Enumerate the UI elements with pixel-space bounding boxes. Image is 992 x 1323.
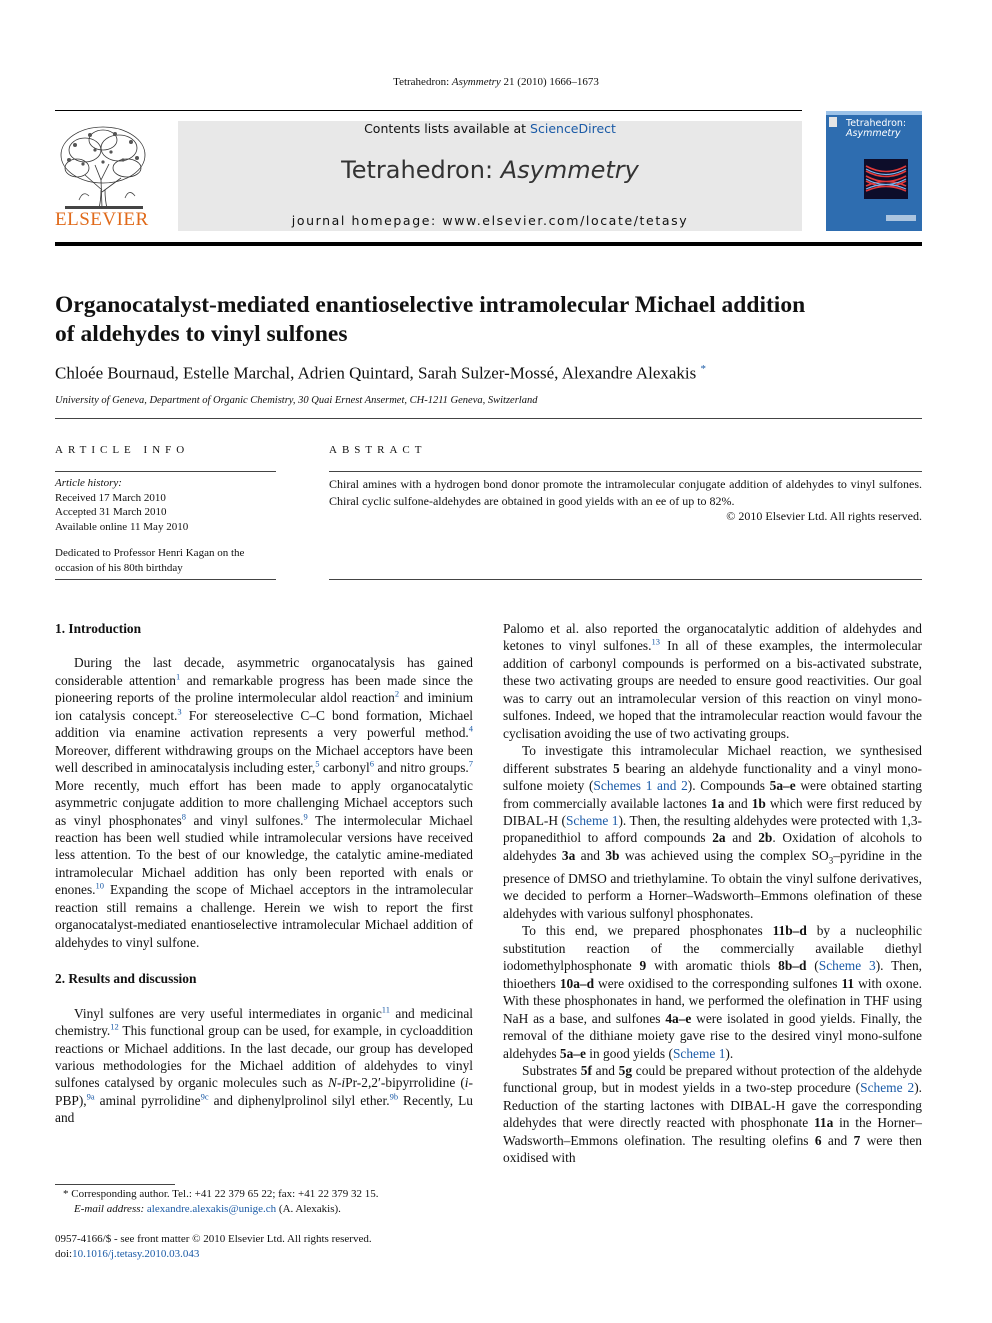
issn-line: 0957-4166/$ - see front matter © 2010 Elsevier Ltd. All rights reserved.: [55, 1233, 372, 1245]
email-suffix: (A. Alexakis).: [278, 1202, 341, 1215]
dedication: [55, 546, 276, 576]
body-column-left: [55, 620, 473, 1127]
article-history: [55, 476, 276, 534]
body-paragraph: To investigate this intramolecular Michael reaction, we synthesised different substrates 5 bearing an aldehyde functionality and a vinyl mono-sulfone moiety (Schemes 1 and 2). Compounds 5a–e were obtained starting from commercially available lactones 1a and 1b which were first reduced by DIBAL-H (Scheme 1). Then, the resulting aldehydes were protected with 1,3-propanedithiol to afford compounds 2a and 2b. Oxidation of alcohols to aldehydes 3a and 3b was achieved using the complex $SO_3$–pyridine in the presence of DMSO and triethylamine. To obtain the vinyl sulfone derivatives, we decided to perform a Horner–Wadsworth–Emmons olefination of these aldehydes with various sulfonyl phosphonates.: [503, 743, 923, 921]
running-head: [0, 76, 992, 88]
cover-title-roman: Tetrahedron:: [846, 118, 907, 129]
article-title-line2: of aldehydes to vinyl sulfones: [55, 321, 348, 347]
email-link[interactable]: alexandre.alexakis@unige.ch: [146, 1202, 277, 1215]
received-date: Received 17 March 2010: [55, 491, 166, 504]
article-info-rule: [55, 471, 276, 472]
journal-title-italic: Asymmetry: [500, 156, 639, 184]
running-head-volume: 21 (2010) 1666–1673: [503, 76, 599, 88]
accepted-date: Accepted 31 March 2010: [55, 506, 167, 519]
authors-text: Chloée Bournaud, Estelle Marchal, Adrien Quintard, Sarah Sulzer-Mossé, Alexandre Alexakis: [55, 363, 697, 383]
online-date: Available online 11 May 2010: [55, 520, 189, 533]
contents-prefix: Contents lists available at: [364, 121, 527, 136]
footnote-rule: [55, 1184, 175, 1185]
footnote-mark: *: [63, 1188, 69, 1200]
dedication-line2: occasion of his 80th birthday: [55, 562, 183, 574]
footnote: [55, 1187, 473, 1216]
abstract-rule: [329, 471, 922, 472]
cover-title-italic: Asymmetry: [846, 128, 901, 139]
abstract-heading: ABSTRACT: [329, 444, 427, 456]
dedication-line1: Dedicated to Professor Henri Kagan on the: [55, 547, 245, 559]
journal-title-roman: Tetrahedron:: [341, 156, 494, 184]
running-head-journal-italic: Asymmetry: [451, 76, 501, 88]
elsevier-wordmark: ELSEVIER: [55, 209, 149, 230]
corresponding-author-note: Corresponding author. Tel.: +41 22 379 65 22; fax: +41 22 379 32 15.: [71, 1188, 379, 1200]
contents-line: [178, 121, 802, 136]
doi-link[interactable]: 10.1016/j.tetasy.2010.03.043: [72, 1247, 200, 1260]
article-title-line1: Organocatalyst-mediated enantioselective intramolecular Michael addition: [55, 292, 806, 318]
article-info-heading: ARTICLE INFO: [55, 444, 190, 456]
abstract-bottom-rule: [329, 579, 922, 580]
top-rule: [55, 110, 802, 111]
affiliation-rule: [55, 418, 922, 419]
article-info-bottom-rule: [55, 579, 276, 580]
abstract-copyright: © 2010 Elsevier Ltd. All rights reserved.: [726, 509, 922, 523]
running-head-journal: Tetrahedron:: [393, 76, 450, 88]
section-heading-introduction: 1. Introduction: [55, 621, 142, 636]
history-label: Article history:: [55, 477, 122, 489]
journal-cover: [826, 111, 922, 231]
section-heading-results: 2. Results and discussion: [55, 971, 197, 987]
body-paragraph: Palomo et al. also reported the organocatalytic addition of aldehydes and ketones to vinyl sulfones.$^{13}$ In all of these examples, the intermolecular addition of carbonyl compounds is performed on a bis-activated substrate, these two activating groups are needed to ensure good reactivities. Our goal was to carry out an intramolecular version of this reaction on vinyl mono-sulfones. Indeed, we hoped that the intramolecular reaction would favour the cyclisation avoiding the use of two activating groups.: [503, 621, 922, 741]
body-paragraph: To this end, we prepared phosphonates 11b–d by a nucleophilic substitution reaction of the commercially available diethyl iodomethylphosphonate 9 with aromatic thiols 8b–d (Scheme 3). Then, thioethers 10a–d were oxidised to the corresponding sulfones 11 with oxone. With these phosphonates in hand, we performed the olefination in THF using NaH as a base, and sulfones 4a–e were isolated in good yields. Finally, the removal of the dithiane moiety gave rise to the desired vinyl mono-sulfone aldehydes 5a–e in good yields (Scheme 1).: [503, 923, 923, 1061]
masthead-thick-rule: [55, 242, 922, 246]
journal-title: [178, 156, 802, 184]
article-title: [55, 291, 935, 349]
sciencedirect-link[interactable]: ScienceDirect: [530, 121, 616, 136]
journal-homepage-link[interactable]: journal homepage: www.elsevier.com/locate/tetasy: [291, 213, 689, 228]
body-paragraph: During the last decade, asymmetric organocatalysis has gained considerable attention$^1$ and remarkable progress has been made since the pioneering reports of the proline intermolecular aldol reaction$^2$ and iminium ion catalysis concept.$^3$ For stereoselective C–C bond formation, Michael addition via enamine activation represents a very powerful method.$^4$ Moreover, different withdrawing groups on the Michael acceptors have been well described in aminocatalysis including ester,$^5$ carbonyl$^6$ and nitro groups.$^7$ More recently, much effort has been made to apply organocatalytic asymmetric conjugate addition to more challenging Michael acceptors such as vinyl phosphonates$^8$ and vinyl sulfones.$^9$ The intermolecular Michael reaction has been well studied while intramolecular versions have received less attention. To the best of our knowledge, the catalytic amine-mediated intramolecular Michael addition has only been reported with enals or enones.$^{10}$ Expanding the scope of Michael acceptors in the intramolecular reaction still remains a challenge. Herein we wish to report the first organocatalyst-mediated enantioselective intramolecular Michael addition of aldehydes to vinyl sulfone.: [55, 655, 474, 950]
affiliation: University of Geneva, Department of Organic Chemistry, 30 Quai Ernest Ansermet, CH-1211 Geneva, Switzerland: [55, 395, 538, 406]
body-column-right: [503, 620, 922, 1167]
body-paragraph: Vinyl sulfones are very useful intermediates in organic$^{11}$ and medicinal chemistry.$^{12}$ This functional group can be used, for example, in cycloaddition reactions or Michael additions. In the last decade, our group has developed various methodologies for the Michael addition of aldehydes to vinyl sulfones catalysed by organic molecules such as N-iPr-2,2′-bipyrrolidine (i-PBP),$^{9a}$ aminal pyrrolidine$^{9c}$ and diphenylprolinol silyl ether.$^{9b}$ Recently, Lu and: [55, 1004, 473, 1126]
body-paragraph: Substrates 5f and 5g could be prepared without protection of the aldehyde functional group, but in modest yields in a two-step procedure (Scheme 2). Reduction of the starting lactones with DIBAL-H gave the corresponding aldehydes that were directly reacted with phosphonate 11a in the Horner–Wadsworth–Emmons olefination. The resulting olefins 6 and 7 were then oxidised with: [503, 1063, 922, 1166]
page-footer: [55, 1232, 473, 1261]
doi-label: doi:: [55, 1247, 73, 1260]
email-label: E-mail address:: [74, 1202, 145, 1215]
corresponding-author-mark[interactable]: *: [700, 363, 706, 375]
author-list: [55, 363, 935, 384]
abstract-text: Chiral amines with a hydrogen bond donor promote the intramolecular conjugate addition of aldehydes to vinyl sulfones. Chiral cyclic sulfone-aldehydes are obtained in good yields with an ee of up to 82%.: [329, 477, 922, 508]
